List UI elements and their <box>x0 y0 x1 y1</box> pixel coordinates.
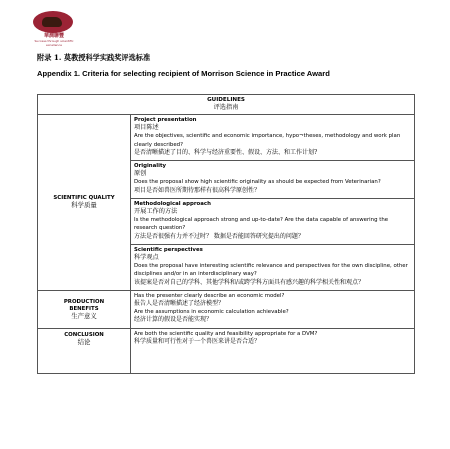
table-row <box>38 115 415 161</box>
table-row <box>38 290 415 328</box>
section-text-en: Is the methodological approach strong and up-to-date? Are the data capable of answering the research question? <box>134 217 389 232</box>
production-label-en-1: PRODUCTION <box>63 298 105 305</box>
pig-icon <box>42 17 62 27</box>
section-text-en: Does the proposal show high scientific originality as should be expected from Veterinarian? <box>134 179 381 186</box>
header-cn: 评选指南 <box>213 104 239 111</box>
annex-title-cn: 附录 1. 莫教授科学实践奖评选标准 <box>37 53 151 62</box>
section-title-cn: 科学观点 <box>134 254 159 262</box>
section-scientific-perspectives <box>131 244 415 290</box>
conclusion-q-en: Are both the scientific quality and feasibility appropriate for a DVM? <box>134 330 318 337</box>
section-title-en: Methodological approach <box>134 200 211 207</box>
conclusion-q-cn: 科学质量和可行性对于一个兽医来讲是否合适？ <box>134 337 261 345</box>
table-header-row <box>38 95 415 115</box>
logo-name: 華潤聯豐 <box>43 33 64 39</box>
production-label-en-2: BENEFITS <box>69 305 99 312</box>
section-title-cn: 开展工作的方法 <box>134 208 178 216</box>
conclusion-label-en: CONCLUSION <box>64 331 104 338</box>
section-title-en: Scientific perspectives <box>134 246 203 253</box>
guidelines-table <box>37 94 415 374</box>
conclusion-label <box>38 328 131 373</box>
company-logo <box>31 8 77 46</box>
production-q1-en: Has the presenter clearly describe an economic model? <box>134 292 285 299</box>
section-originality <box>131 161 415 199</box>
table-row <box>38 328 415 373</box>
section-title-cn: 原创 <box>134 170 147 178</box>
production-label-cn: 生产意义 <box>71 311 97 320</box>
section-title-en: Originality <box>134 163 167 170</box>
scientific-label-en: SCIENTIFIC QUALITY <box>53 195 115 202</box>
production-q1-cn: 报告人是否清晰描述了经济模型？ <box>134 300 225 308</box>
production-q2-cn: 经济计算的假设是否能实现？ <box>134 316 213 324</box>
section-title-en: Project presentation <box>134 117 197 123</box>
table-header <box>38 95 415 115</box>
production-benefits-label <box>38 290 131 328</box>
section-text-en: Are the objectives, scientific and economic importance, hypo¬theses, methodology and work plan clearly described? <box>134 133 401 148</box>
section-text-en: Does the proposal have interesting scientific relevance and perspectives for the own discipline, other disciplines and/or in an interdisciplinary way? <box>134 263 408 278</box>
header-en: GUIDELINES <box>207 97 245 103</box>
production-q2-en: Are the assumptions in economic calculation achievable? <box>134 309 289 316</box>
scientific-label-cn: 科学质量 <box>71 201 97 210</box>
section-text-cn: 项目是否如兽医所期待那样有很高科学原创性？ <box>134 186 261 194</box>
conclusion-label-cn: 结论 <box>77 337 91 346</box>
annex-title-en: Appendix 1. Criteria for selecting recipient of Morrison Science in Practice Award <box>37 69 330 78</box>
section-text-cn: 该提案是否对自己的学科、其他学科和/或跨学科方面具有感兴趣的科学相关性和观点？ <box>134 278 365 286</box>
section-text-cn: 是否清晰描述了目的、科学与经济重要性、假设、方法、和工作计划? <box>134 148 318 156</box>
section-text-cn: 方法是否很强有力并不过时？ 数据是否能回答研究提出的问题？ <box>134 232 304 240</box>
conclusion-content <box>131 328 415 373</box>
scientific-quality-label <box>38 115 131 291</box>
logo-emblem <box>33 11 73 33</box>
section-project-presentation <box>131 115 415 161</box>
section-title-cn: 项目陈述 <box>134 124 159 132</box>
production-benefits-content <box>131 290 415 328</box>
section-methodological-approach <box>131 198 415 244</box>
logo-tagline: Success through scientific excellence <box>34 39 74 47</box>
